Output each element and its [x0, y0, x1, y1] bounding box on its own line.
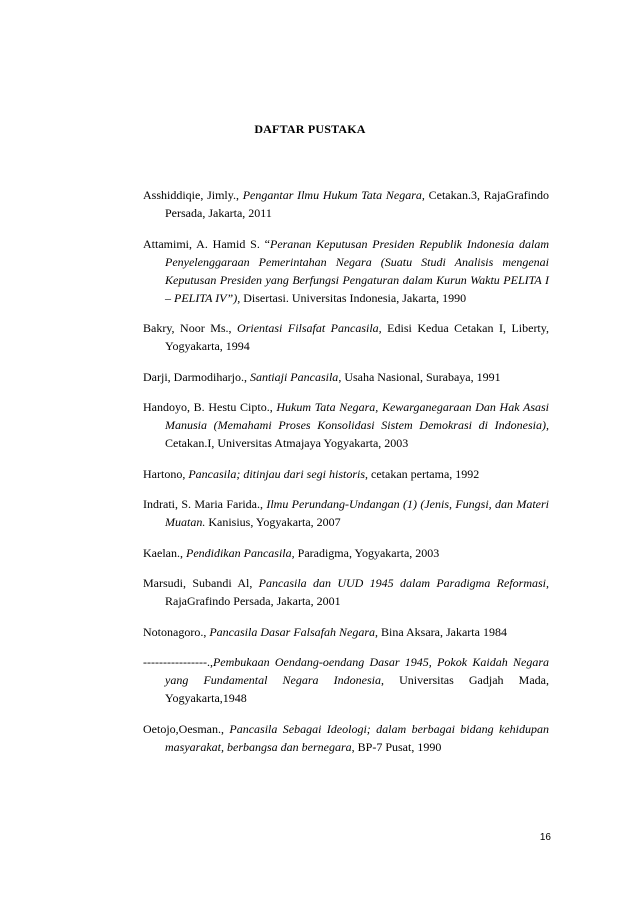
reference-title: Peranan Keputusan Presiden Republik Indonesia dalam Penyelenggaraan Pemerintahan Negara (Suatu Studi Analisis mengenai Keputusan Presiden yang Berfungsi Pengaturan dalam Kurun Waktu PELITA I – PELITA IV”), — [165, 236, 549, 305]
reference-publication: , Bina Aksara, Jakarta 1984 — [375, 624, 507, 639]
reference-title: Pembukaan Oendang-oendang Dasar 1945, Pokok Kaidah Negara yang Fundamental Negara Indonesia — [165, 655, 549, 687]
reference-entry — [143, 720, 549, 756]
reference-author: Notonagoro., — [143, 624, 210, 639]
reference-entry — [143, 653, 549, 707]
page-number: 16 — [539, 832, 551, 843]
reference-publication: , cetakan pertama, 1992 — [365, 466, 480, 481]
reference-publication: Cetakan.3, RajaGrafindo Persada, Jakarta, 2011 — [165, 188, 549, 220]
reference-title: Ilmu Perundang-Undangan (1) (Jenis, Fungsi, dan Materi Muatan. — [165, 497, 550, 529]
reference-author: Indrati, S. Maria Farida., — [143, 497, 267, 511]
reference-publication: , Universitas Gadjah Mada, Yogyakarta,1948 — [165, 673, 549, 705]
reference-author: Kaelan., — [143, 545, 186, 560]
reference-publication: , BP-7 Pusat, 1990 — [351, 739, 442, 754]
reference-entry — [143, 319, 549, 355]
reference-publication: , Usaha Nasional, Surabaya, 1991 — [338, 369, 501, 384]
reference-title: Pancasila; ditinjau dari segi historis — [188, 466, 365, 481]
reference-title: Pancasila dan UUD 1945 dalam Paradigma Reformasi, — [258, 576, 549, 590]
reference-publication: Cetakan.I, Universitas Atmajaya Yogyakarta, 2003 — [165, 436, 409, 450]
reference-title: Orientasi Filsafat Pancasila, — [237, 321, 382, 335]
reference-publication: RajaGrafindo Persada, Jakarta, 2001 — [165, 594, 341, 608]
reference-title: Santiaji Pancasila — [249, 369, 339, 384]
reference-entry — [143, 544, 549, 562]
reference-author: Darji, Darmodiharjo., — [143, 369, 250, 384]
reference-author: Attamimi, A. Hamid S. “ — [143, 236, 270, 251]
reference-author: Oetojo,Oesman., — [143, 721, 230, 736]
reference-title: Pengantar Ilmu Hukum Tata Negara, — [242, 188, 425, 202]
reference-author: Handoyo, B. Hestu Cipto., — [143, 400, 277, 414]
reference-entry — [143, 574, 549, 610]
reference-title: Pancasila Sebagai Ideologi; dalam berbagai bidang kehidupan masyarakat, berbangsa dan bernegara — [165, 721, 549, 754]
reference-entry — [143, 623, 549, 641]
reference-author: Bakry, Noor Ms., — [143, 321, 238, 335]
reference-entry — [143, 495, 549, 531]
reference-entry — [143, 235, 549, 307]
reference-author: Marsudi, Subandi Al, — [143, 576, 259, 590]
reference-entry — [143, 398, 549, 452]
reference-author: Asshiddiqie, Jimly., — [143, 188, 243, 202]
page-title — [0, 122, 638, 137]
reference-entry — [143, 465, 549, 483]
reference-title: Hukum Tata Negara, Kewarganegaraan Dan Hak Asasi Manusia (Memahami Proses Konsolidasi Sistem Demokrasi di Indonesia), — [165, 400, 549, 432]
reference-author: ----------------., — [143, 655, 213, 669]
reference-list — [143, 186, 549, 768]
reference-publication: Kanisius, Yogyakarta, 2007 — [205, 515, 341, 529]
reference-publication: Edisi Kedua Cetakan I, Liberty, Yogyakarta, 1994 — [165, 321, 549, 353]
page-title-text: DAFTAR PUSTAKA — [254, 122, 366, 136]
reference-publication: Disertasi. Universitas Indonesia, Jakarta, 1990 — [240, 290, 467, 305]
reference-publication: Paradigma, Yogyakarta, 2003 — [294, 545, 440, 560]
reference-title: Pendidikan Pancasila, — [185, 545, 295, 560]
reference-entry — [143, 186, 549, 222]
reference-author: Hartono, — [143, 466, 189, 481]
reference-title: Pancasila Dasar Falsafah Negara — [209, 624, 375, 639]
reference-entry — [143, 368, 549, 386]
